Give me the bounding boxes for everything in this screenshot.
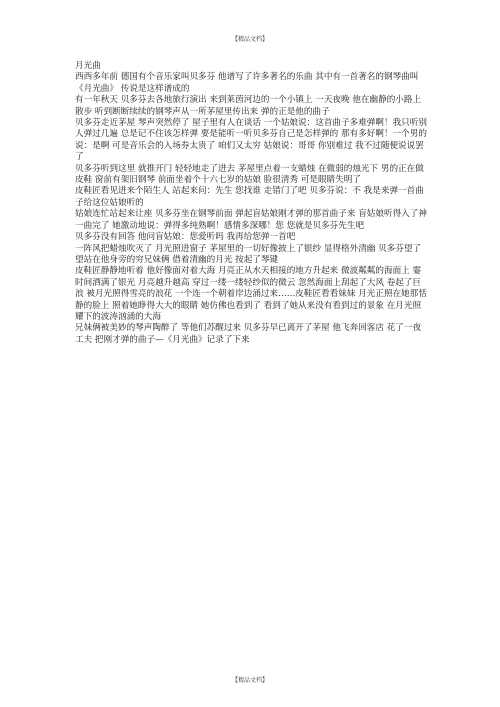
paragraph-1: 西西多年前 德国有个音乐家叫贝多芬 他谱写了许多著名的乐曲 其中有一首著名的钢琴曲叫《月光曲》 传说是这样谱成的: [75, 72, 419, 94]
paragraph-4: 贝多芬听到这里 就推开门 轻轻地走了进去 茅屋里点着一支蜡烛 在微弱的烛光下 男的正在做皮鞋 窗前有架旧钢琴 前面坐着个十六七岁的姑娘 脸很清秀 可是眼睛失明了: [75, 163, 424, 186]
paragraph-7: 贝多芬没有回答 他问盲姑娘：您爱听吗 我再给您弹一首吧: [75, 232, 296, 243]
page-footer: 【精品文档】: [231, 677, 268, 684]
paragraph-10: 兄妹俩被美妙的琴声陶醉了 等他们苏醒过来 贝多芬早已离开了茅屋 他飞奔回客店 花了一夜工夫 把刚才弹的曲子—《月光曲》记录了下来: [75, 323, 422, 345]
paragraph-2: 有一年秋天 贝多芬去各地旅行演出 来到莱茵河边的一个小镇上 一天夜晚 他在幽静的小路上散步 听到断断续续的钢琴声从一所茅屋里传出来 弹的正是他的曲子: [75, 95, 422, 117]
paragraph-6: 姑娘连忙站起来让座 贝多芬坐在钢琴前面 弹起盲姑娘刚才弹的那首曲子来 盲姑娘听得入了神 一曲完了 她激动地说：弹得多纯熟啊！感情多深哪！您 您就是贝多芬先生吧: [75, 209, 427, 231]
document-body: [75, 61, 427, 346]
paragraph-3: 贝多芬走近茅屋 琴声突然停了 屋子里有人在谈话 一个姑娘说：这首曲子多难弹啊！我只听别人弹过几遍 总是记不住该怎样弹 要是能听一听贝多芬自己是怎样弹的 那有多好啊！一个男的说：是啊 可是音乐会的入场券太贵了 咱们又太穷 姑娘说：哥哥 你别难过 我不过随便说说罢了: [75, 118, 427, 163]
paragraph-8: 一阵风把蜡烛吹灭了 月光照进窗子 茅屋里的一切好像披上了银纱 显得格外清幽 贝多芬望了望站在他身旁的穷兄妹俩 借着清幽的月光 按起了琴键: [75, 243, 422, 265]
page-header: 【精品文档】: [231, 36, 268, 43]
paragraph-9: 皮鞋匠静静地听着 他好像面对着大海 月亮正从水天相接的地方升起来 微波粼粼的海面上 霎时间洒满了银光 月亮越升越高 穿过一缕一缕轻纱似的微云 忽然海面上刮起了大风 卷起了巨浪 被月光照得雪亮的浪花 一个连一个朝着岸边涌过来……皮鞋匠看看妹妹 月光正照在她那恬静的脸上 照着她睁得大大的眼睛 她仿佛也看到了 看到了她从来没有看到过的景象 在月光照耀下的波涛汹涌的大海: [75, 266, 427, 322]
paragraph-5: 皮鞋匠看见进来个陌生人 站起来问：先生 您找谁 走错门了吧 贝多芬说：不 我是来弹一首曲子给这位姑娘听的: [75, 186, 424, 208]
document-title: 月光曲: [75, 61, 101, 71]
